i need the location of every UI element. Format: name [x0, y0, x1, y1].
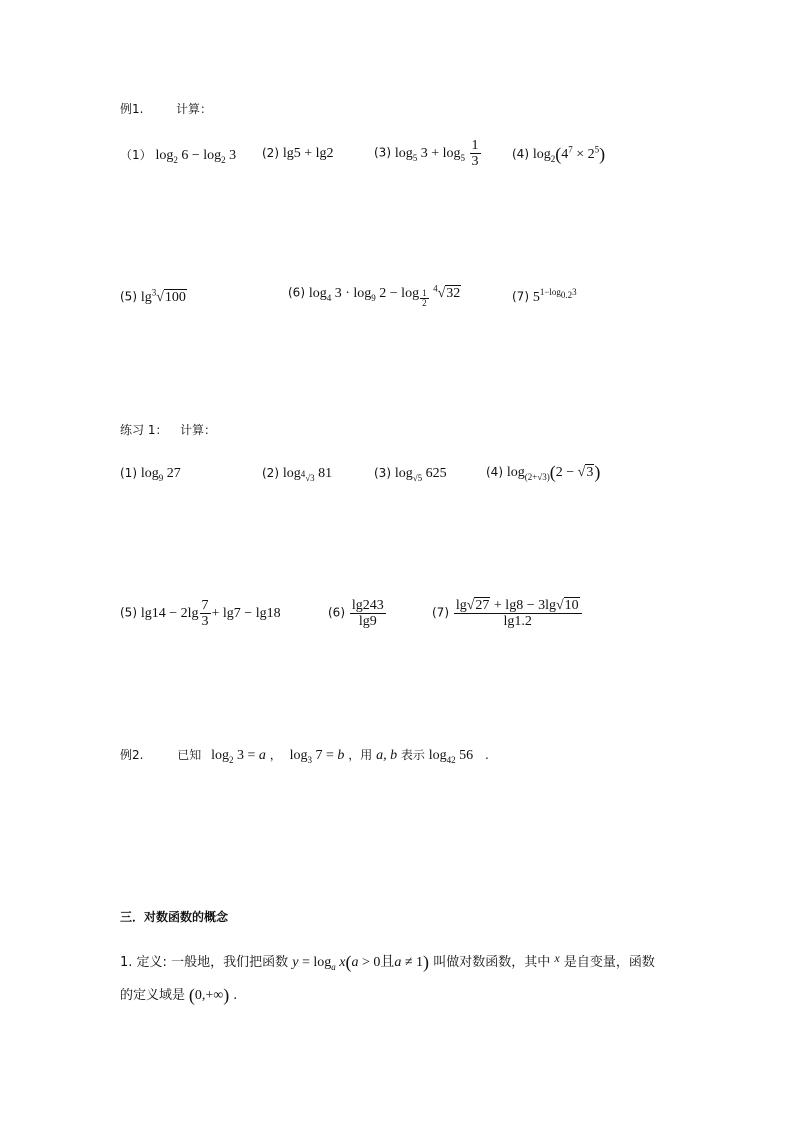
item-number: (3) — [374, 145, 391, 160]
prac1-item-7 — [432, 598, 583, 629]
ex1-item-6 — [288, 283, 461, 308]
condition-2: $\log_3 7 = b$ — [289, 748, 345, 765]
prac1-item-1 — [120, 466, 181, 483]
item-number: (4) — [486, 465, 503, 479]
math-expression: $\frac{\lg 243}{\lg 9}$ — [351, 598, 384, 629]
ex1-item-5 — [120, 287, 187, 306]
item-number: (7) — [432, 605, 449, 620]
ex1-item-2 — [262, 146, 334, 162]
example-2 — [120, 746, 489, 765]
math-expression: $\lg^3√100$ — [140, 287, 186, 305]
math-expression: lg5 + lg2 — [282, 146, 334, 161]
text-known: 已知 — [177, 748, 202, 762]
math-expression: $5^{1-log_{0.2}3}$ — [532, 287, 577, 305]
prac1-item-6 — [328, 598, 387, 629]
section-3-heading: 三．对数函数的概念 — [120, 910, 229, 924]
item-number: (5) — [120, 605, 137, 620]
prac1-item-4 — [486, 462, 600, 483]
math-expression: $\log_{(2+√3)}(2 - √3)$ — [506, 462, 601, 482]
item-number: (6) — [328, 605, 345, 620]
function-expression: $y = \log_a x(a > 0$且a ≠ 1) — [292, 952, 430, 972]
item-number: （1） — [120, 148, 152, 162]
example-1-title: 计算： — [176, 102, 213, 116]
definition-text: 叫做对数函数，其中 — [433, 955, 551, 970]
definition-text: 一般地，我们把函数 — [171, 955, 289, 970]
math-expression: $\log_4 3 \cdot \log_9 2 - \log$ $_{\frac{1}{2}}$ $^4$√32 — [308, 283, 461, 308]
math-expression: $\log_2(4^7 \times 2^5)$ — [532, 144, 606, 164]
practice-1-title: 计算： — [180, 423, 217, 437]
example-1-label: 例1. — [120, 102, 144, 116]
target-expression: $\log_{42} 56$ — [428, 748, 474, 765]
text-express: 表示 — [400, 748, 425, 762]
ex1-item-1 — [120, 146, 236, 165]
item-number: (7) — [512, 289, 529, 304]
math-expression: $\frac{\lg√27 + \lg 8 - 3\lg√10}{\lg 1.2}$ — [453, 606, 583, 621]
ex1-item-3 — [374, 138, 482, 169]
item-number: (5) — [120, 289, 137, 304]
prac1-item-2 — [262, 466, 332, 483]
item-number: (6) — [288, 285, 305, 300]
math-expression: $\log_{^4√3} 81$ — [282, 466, 333, 483]
item-number: (4) — [512, 147, 529, 161]
variable-x: x — [554, 951, 560, 965]
prac1-item-3 — [374, 466, 447, 483]
math-expression: $\log_{√5} 625$ — [394, 466, 447, 483]
prac1-item-5 — [120, 598, 281, 629]
math-expression: lg14 − 2lg $\frac{7}{3}$ + lg7 − lg18 — [140, 598, 281, 629]
example-2-label: 例2. — [120, 748, 144, 762]
math-expression: $\log_2 6 - \log_2 3$ — [155, 148, 237, 165]
condition-1: $\log_2 3 = a$ — [211, 748, 266, 765]
definition-line-1 — [120, 951, 655, 973]
item-number: (1) — [120, 466, 137, 480]
period: . — [233, 988, 238, 1003]
item-number: (2) — [262, 466, 279, 480]
text-use: ，用 — [348, 748, 373, 762]
definition-text: 的定义域是 — [120, 988, 186, 1003]
separator: ， — [269, 748, 282, 762]
math-expression: $\log_9 27$ — [140, 466, 181, 483]
ex1-item-4 — [512, 144, 605, 165]
ex1-item-7 — [512, 287, 577, 306]
item-number: (3) — [374, 466, 391, 480]
domain-expression: (0,+∞) — [188, 985, 230, 1005]
item-number: (2) — [262, 146, 279, 160]
variables: a, b — [376, 748, 398, 763]
definition-text: 是自变量，函数 — [563, 955, 655, 970]
period: . — [484, 748, 489, 762]
definition-line-2 — [120, 984, 237, 1006]
practice-1-label: 练习 1： — [120, 423, 168, 437]
math-expression: $\log_5 3 + \log_5$ $\frac{1}{3}$ — [394, 138, 479, 169]
definition-label: 1. 定义: — [120, 955, 167, 970]
